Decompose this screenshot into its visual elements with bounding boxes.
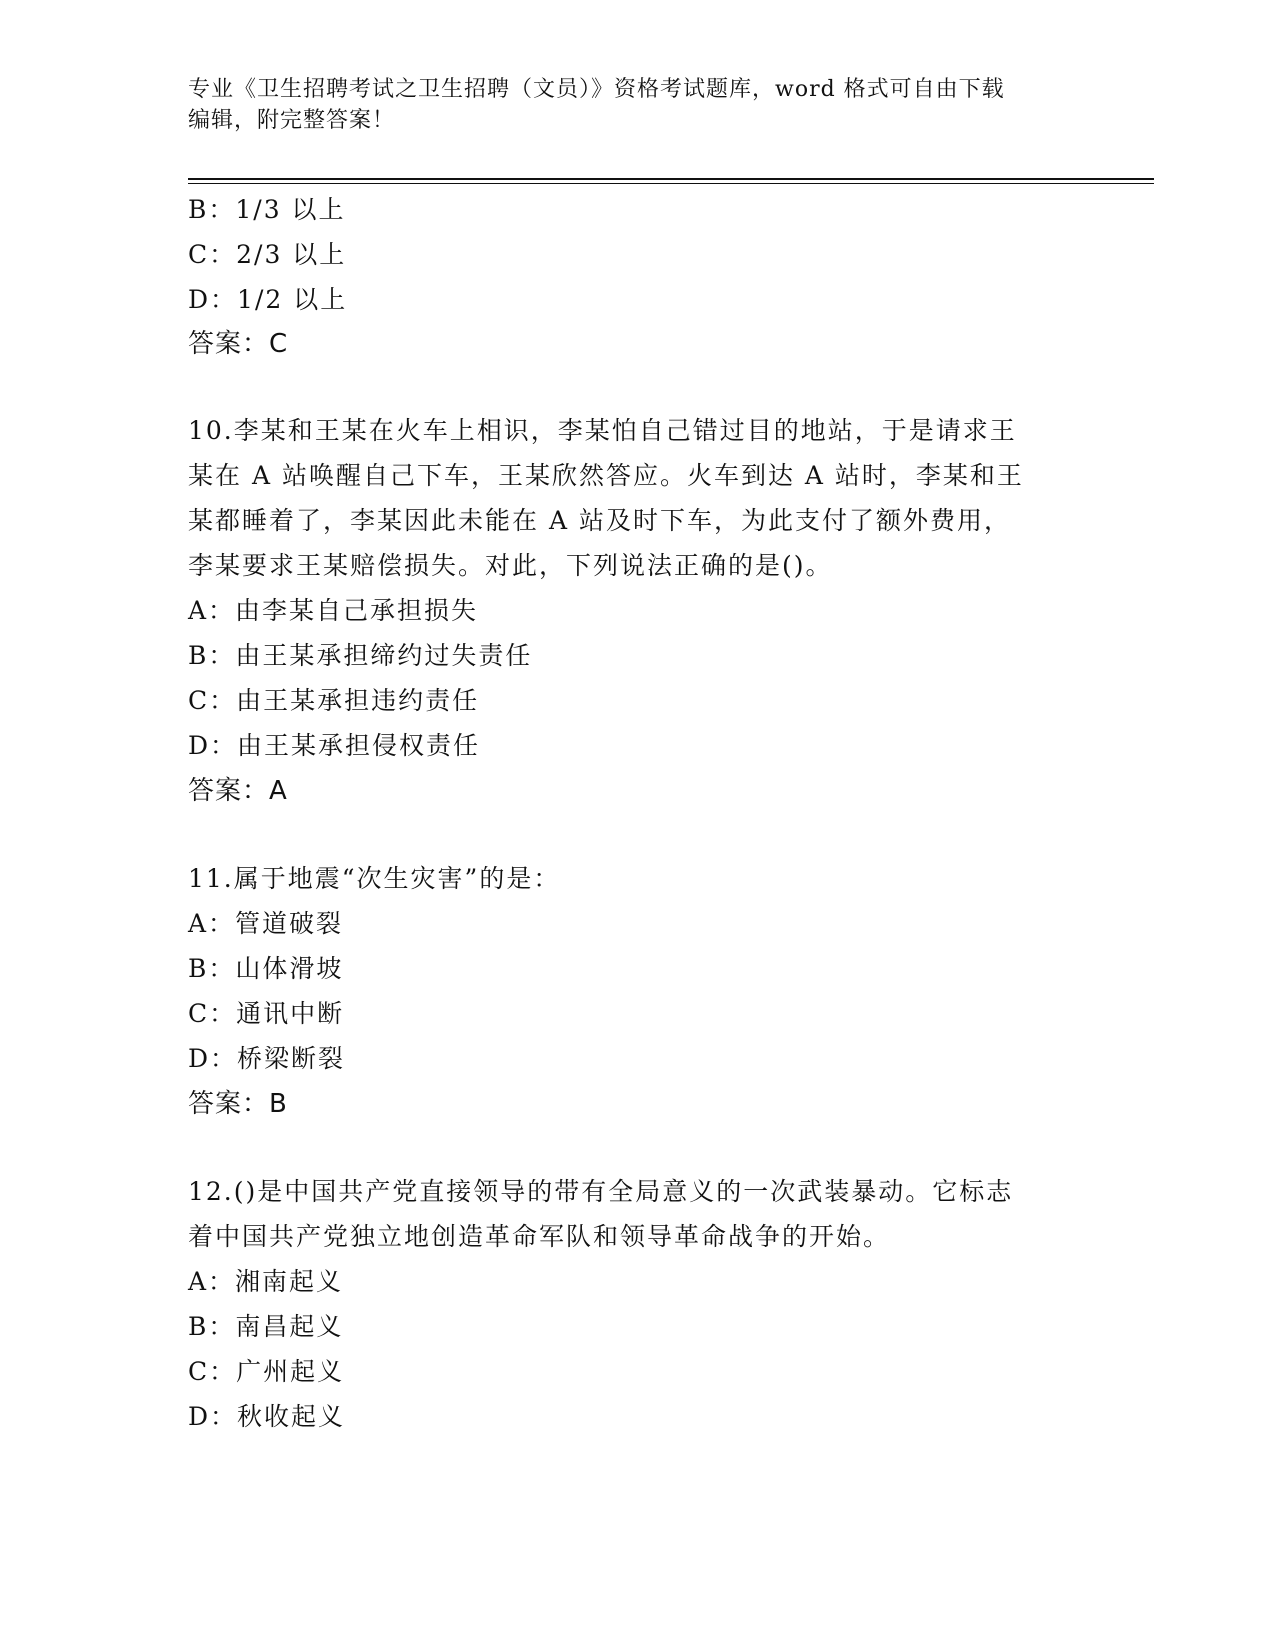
prev-option-c: C：2/3 以上 (188, 240, 347, 269)
q11-answer: 答案：B (188, 1089, 288, 1119)
q12-option-a: A：湘南起义 (188, 1267, 344, 1296)
header-line-2: 编辑，附完整答案！ (188, 108, 396, 133)
q10-option-d: D：由王某承担侵权责任 (188, 731, 481, 760)
q12-option-c: C：广州起义 (188, 1357, 345, 1386)
q10-stem-line-4: 李某要求王某赔偿损失。对此，下列说法正确的是()。 (188, 551, 833, 580)
q10-stem-line-3: 某都睡着了，李某因此未能在 A 站及时下车，为此支付了额外费用， (188, 506, 1011, 535)
q11-option-c: C：通讯中断 (188, 999, 345, 1028)
header-divider-thick (188, 178, 1154, 180)
header-divider-thin (188, 183, 1154, 184)
prev-option-d: D：1/2 以上 (188, 285, 348, 314)
prev-option-b: B：1/3 以上 (188, 195, 346, 224)
header-line-1: 专业《卫生招聘考试之卫生招聘（文员）》资格考试题库，word 格式可自由下载 (188, 77, 1005, 102)
q10-option-a: A：由李某自己承担损失 (188, 596, 479, 625)
q11-stem-line-1: 11.属于地震“次生灾害”的是： (188, 864, 561, 893)
q10-option-c: C：由王某承担违约责任 (188, 686, 480, 715)
q11-option-a: A：管道破裂 (188, 909, 344, 938)
q12-option-d: D：秋收起义 (188, 1402, 346, 1431)
q10-stem-line-2: 某在 A 站唤醒自己下车，王某欣然答应。火车到达 A 站时，李某和王 (188, 461, 1024, 490)
q10-option-b: B：由王某承担缔约过失责任 (188, 641, 533, 670)
document-header (188, 74, 1088, 136)
q12-stem-line-1: 12.()是中国共产党直接领导的带有全局意义的一次武装暴动。它标志 (188, 1177, 1014, 1206)
q10-answer: 答案：A (188, 776, 288, 806)
q10-stem-line-1: 10.李某和王某在火车上相识，李某怕自己错过目的地站，于是请求王 (188, 416, 1017, 445)
prev-answer: 答案：C (188, 329, 289, 359)
q12-option-b: B：南昌起义 (188, 1312, 344, 1341)
q12-stem-line-2: 着中国共产党独立地创造革命军队和领导革命战争的开始。 (188, 1222, 891, 1251)
q11-option-b: B：山体滑坡 (188, 954, 344, 983)
q11-option-d: D：桥梁断裂 (188, 1044, 346, 1073)
